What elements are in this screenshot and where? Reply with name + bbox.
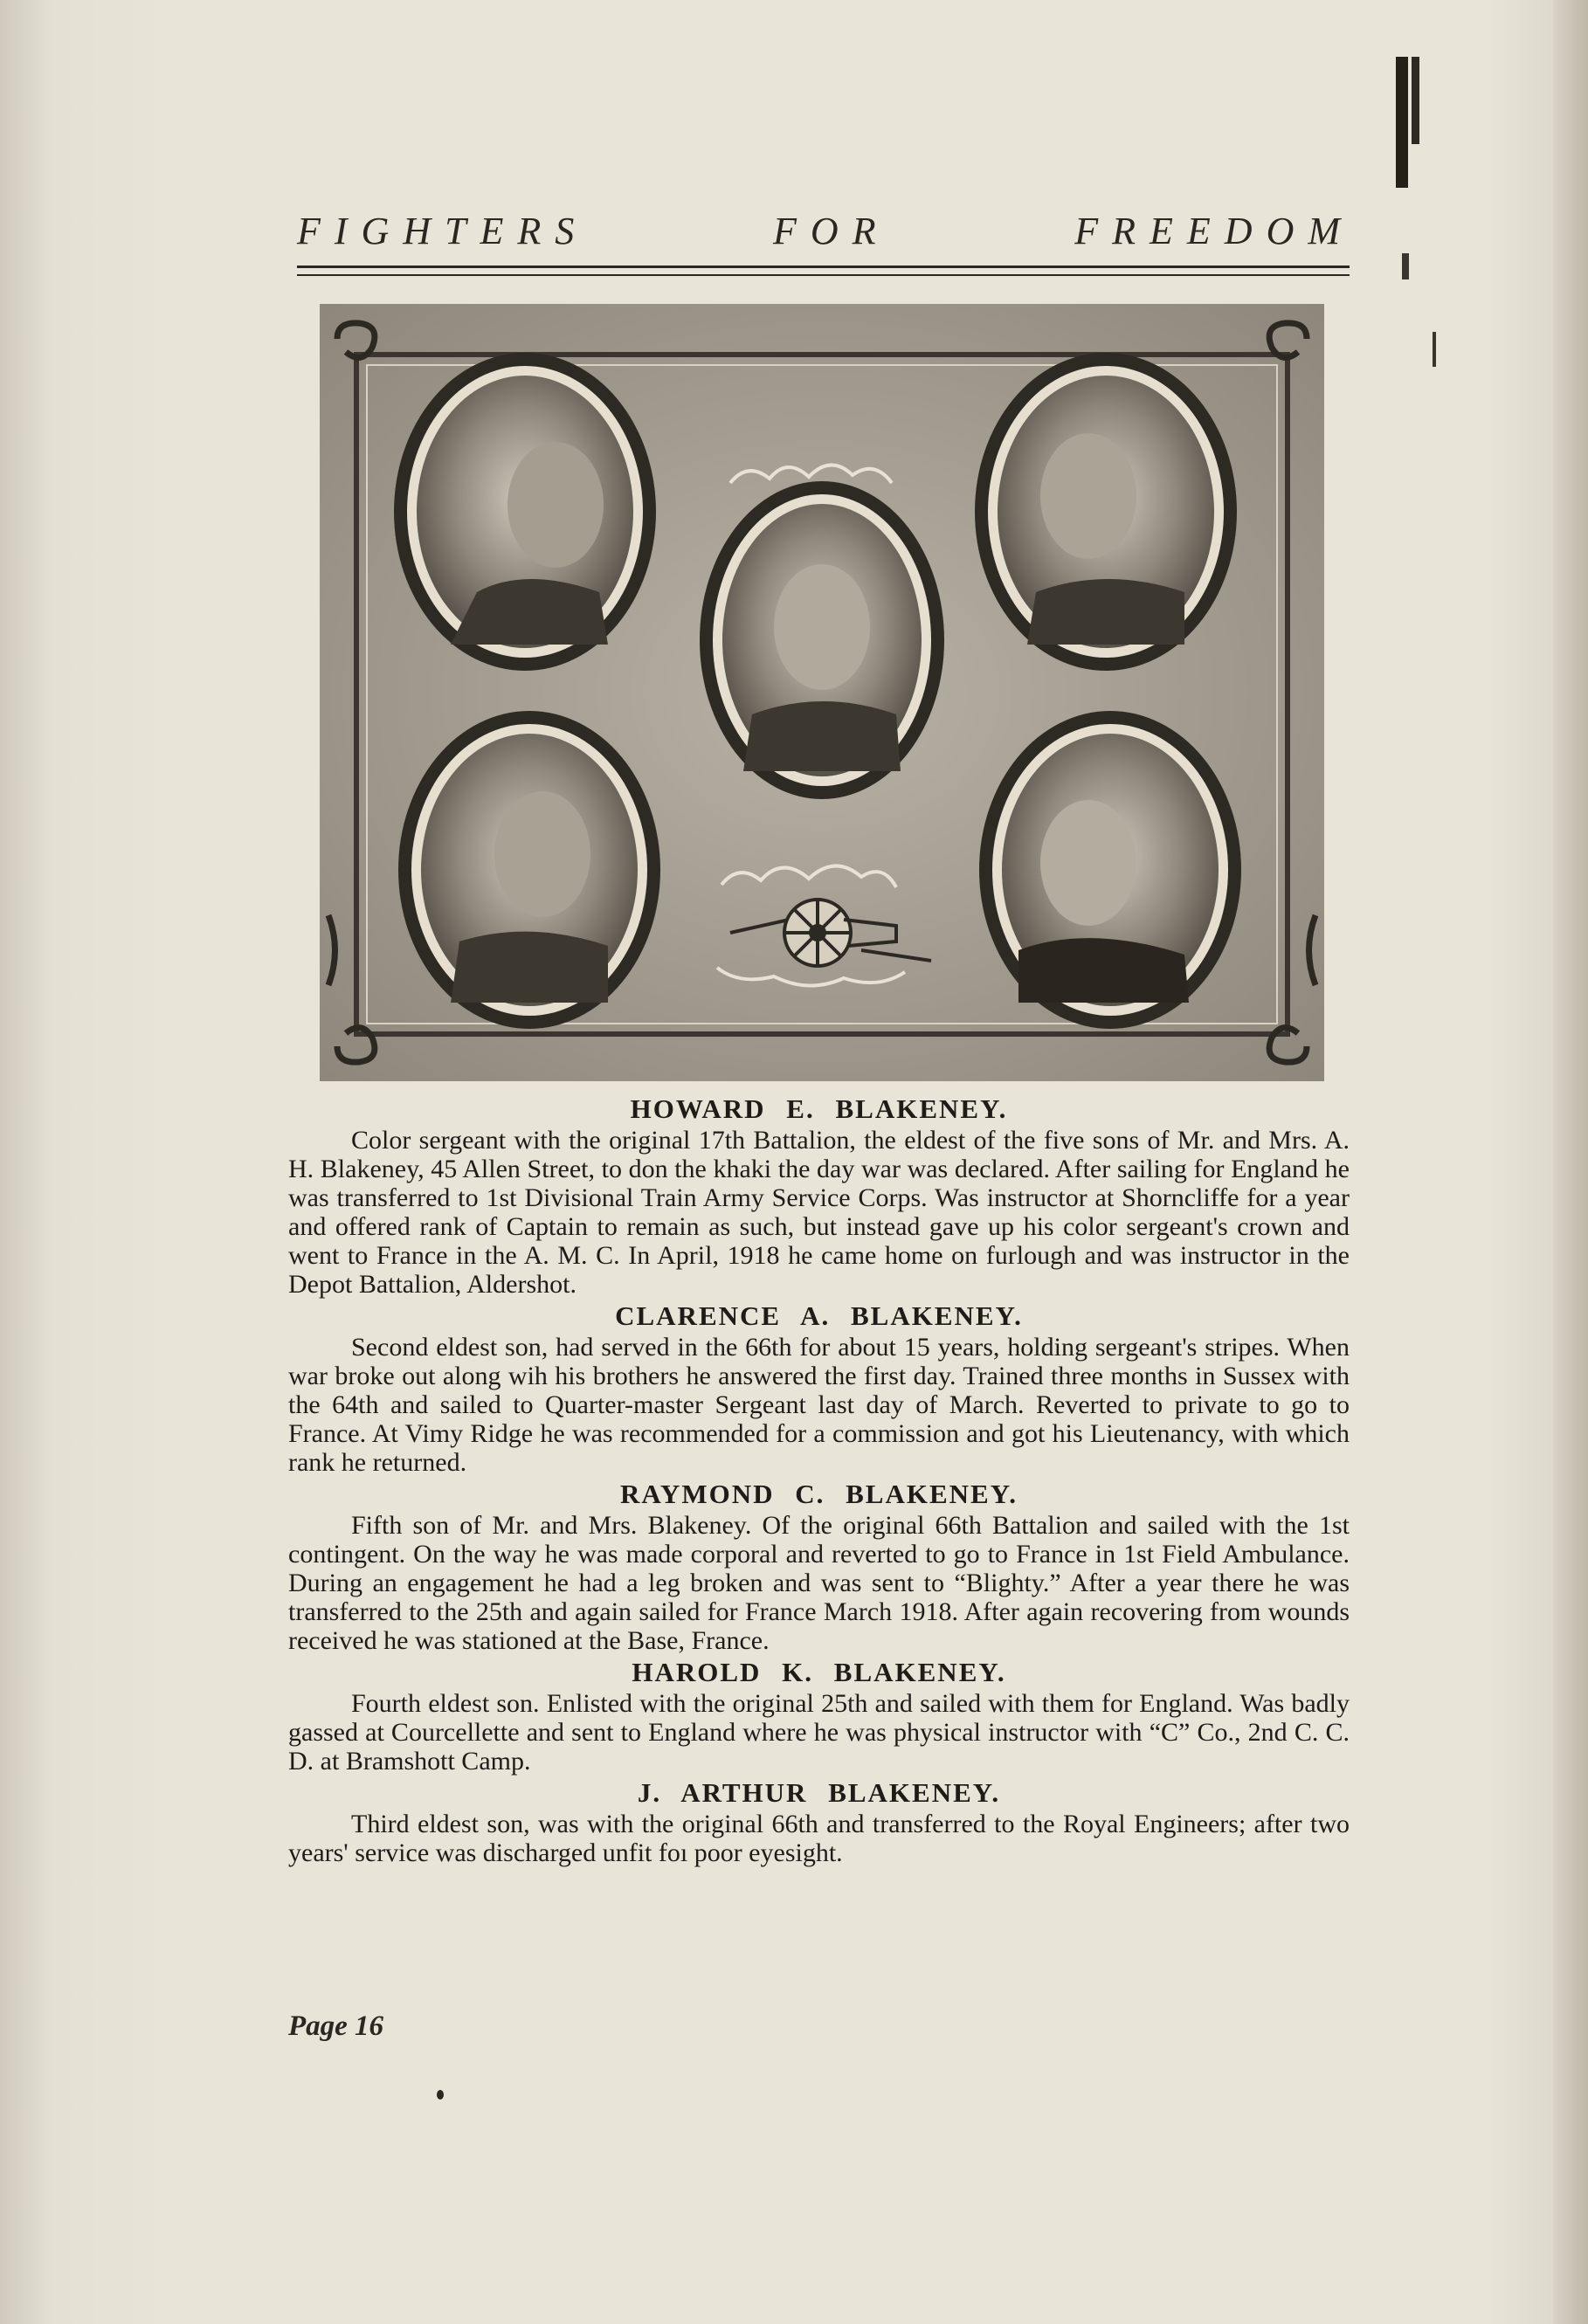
portrait-howard-icon — [394, 353, 656, 671]
entry-heading: J. ARTHUR BLAKENEY. — [637, 1777, 1001, 1808]
binding-mark — [1396, 57, 1408, 188]
portrait-raymond-icon — [700, 481, 944, 799]
entry-text: Second eldest son, had served in the 66th for about 15 years, holding sergeant's stripes. When war broke out along wih his brothers he answered the first day. Trained three months in Sussex with the 64th and sailed to Quarter-master Sergeant last day of March. Reverted to private to go to France. At Vimy Ridge he was recommended for a commission and got his Lieutenancy, with which rank he returned. — [288, 1333, 1350, 1477]
header-rule — [297, 266, 1350, 268]
binding-speck — [1402, 253, 1409, 279]
entry-heading: HOWARD E. BLAKENEY. — [630, 1093, 1008, 1124]
entry-text: Fourth eldest son. Enlisted with the original 25th and sailed with them for England. Was badly gassed at Courcellette and sent to England where he was physical instructor with “C” Co., 2nd C. C. D. at Bramshott Camp. — [288, 1689, 1350, 1776]
portrait-clarence-icon — [398, 711, 660, 1029]
binding-mark — [1412, 57, 1419, 144]
entry-heading: RAYMOND C. BLAKENEY. — [620, 1479, 1018, 1509]
biography-section — [288, 1092, 1350, 1867]
portrait-photo-plate — [320, 304, 1324, 1081]
running-title-word: FREEDOM — [1074, 209, 1354, 252]
ink-dot — [437, 2090, 444, 2100]
entry-text: Color sergeant with the original 17th Battalion, the eldest of the five sons of Mr. and Mrs. A. H. Blakeney, 45 Allen Street, to don the khaki the day war was declared. After sailing for England he was transferred to 1st Divisional Train Army Service Corps. Was instructor at Shorncliffe for a year and offered rank of Captain to remain as such, but instead gave up his color sergeant's crown and went to France in the A. M. C. In April, 1918 he came home on furlough and was instructor in the Depot Battalion, Aldershot. — [288, 1126, 1350, 1299]
binding-speck — [1433, 332, 1436, 367]
portrait-harold-icon — [979, 711, 1241, 1029]
entry-text: Fifth son of Mr. and Mrs. Blakeney. Of the original 66th Battalion and sailed with the 1st contingent. On the way he was made corporal and reverted to go to France in 1st Field Ambulance. During an engagement he had a leg broken and was sent to “Blighty.” After a year there he was transferred to the 25th and again sailed for France March 1918. After again recovering from wounds received he was stationed at the Base, France. — [288, 1511, 1350, 1655]
running-title-word: FOR — [773, 209, 890, 252]
page-number: Page 16 — [288, 2010, 384, 2042]
binding-edge — [1553, 0, 1588, 2324]
entry-heading: HAROLD K. BLAKENEY. — [632, 1657, 1006, 1687]
running-title-word: FIGHTERS — [297, 209, 589, 252]
portrait-arthur-icon — [975, 353, 1237, 671]
header-rule — [297, 274, 1350, 276]
running-title — [297, 208, 1354, 253]
entry-heading: CLARENCE A. BLAKENEY. — [615, 1300, 1023, 1331]
entry-text: Third eldest son, was with the original 66th and transferred to the Royal Engineers; after two years' service was discharged unfit foı poor eyesight. — [288, 1810, 1350, 1867]
